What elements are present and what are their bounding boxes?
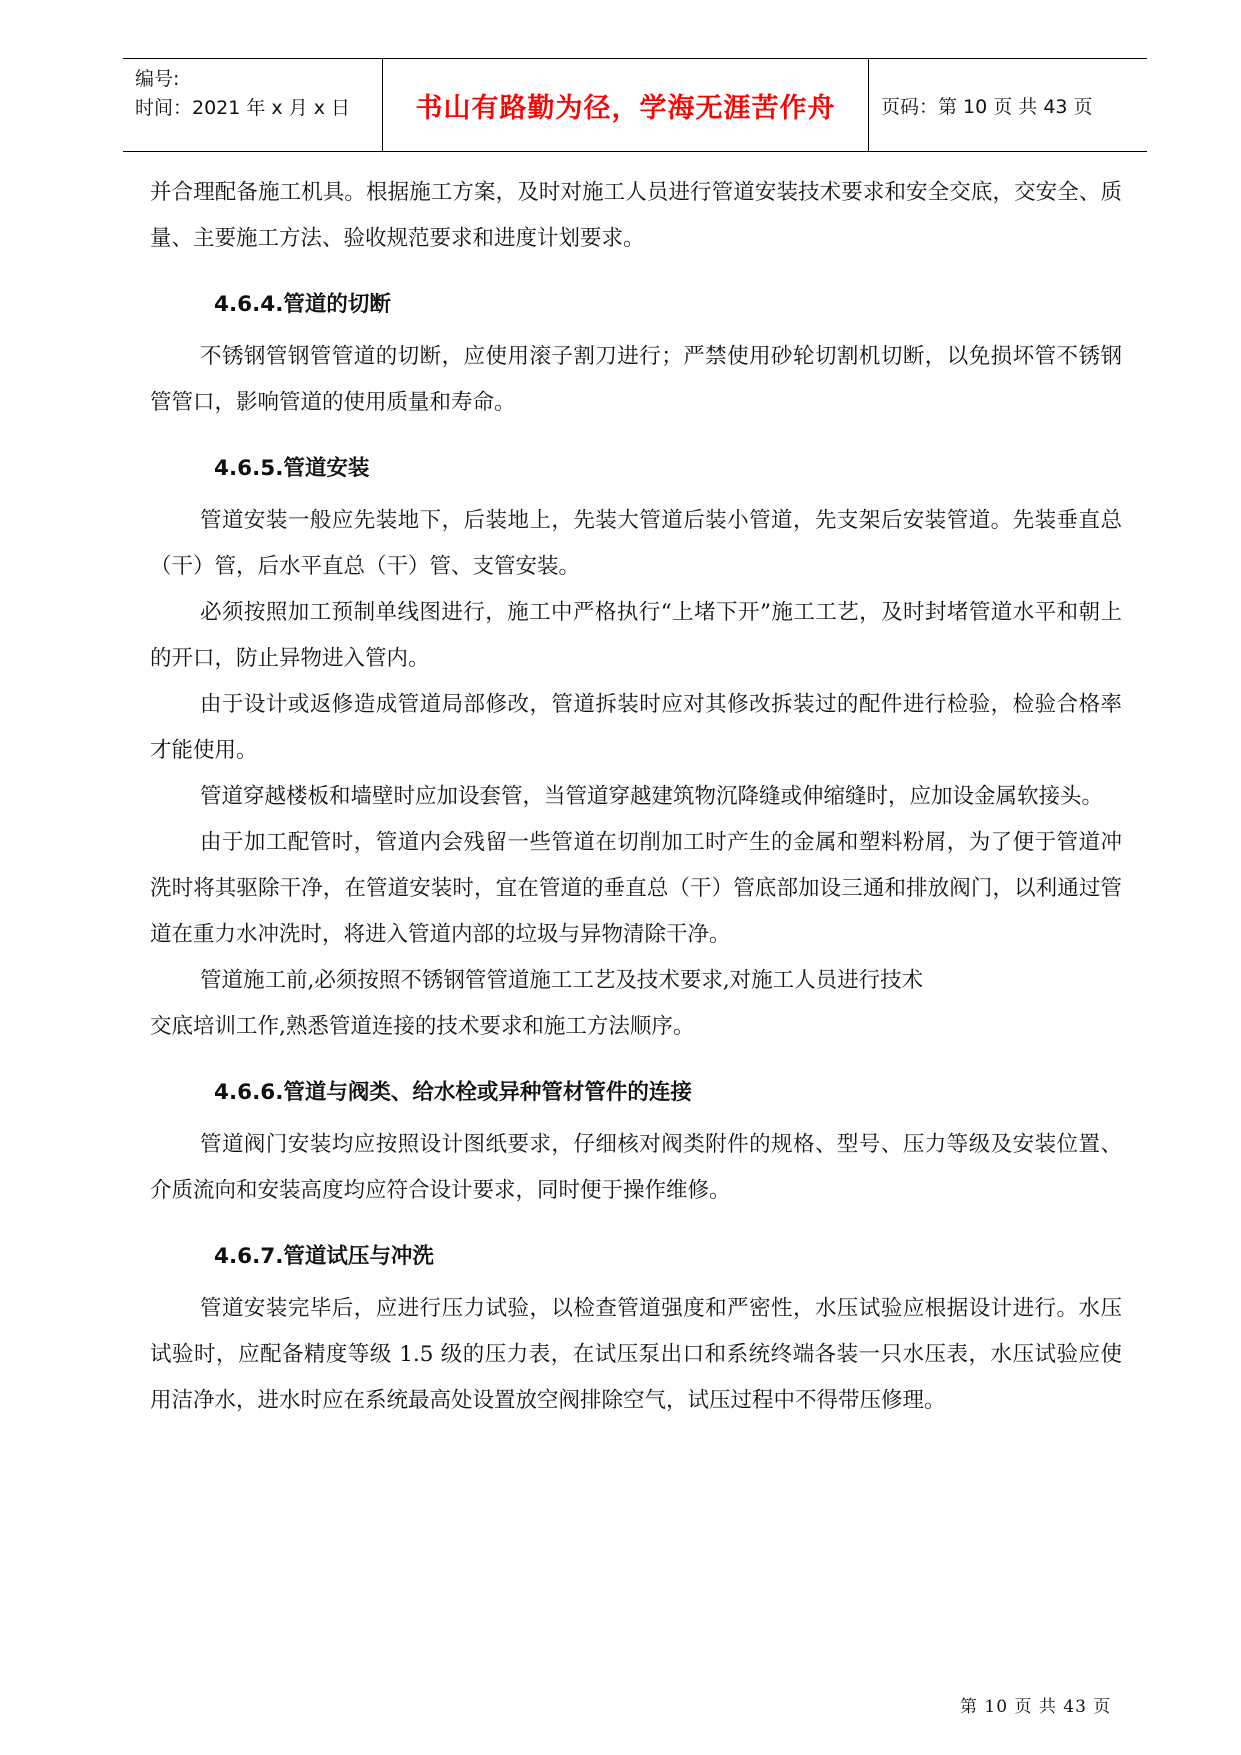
paragraph-pipe-cutting: 不锈钢管钢管管道的切断，应使用滚子割刀进行；严禁使用砂轮切割机切断，以免损坏管不锈钢管管口，影响管道的使用质量和寿命。 [150,344,1122,415]
document-time-label: 时间：2021 年 x 月 x 日 [135,97,351,119]
paragraph-install-modify: 由于设计或返修造成管道局部修改，管道拆装时应对其修改拆装过的配件进行检验，检验合格率才能使用。 [150,692,1122,763]
paragraph-valve-connection: 管道阀门安装均应按照设计图纸要求，仔细核对阀类附件的规格、型号、压力等级及安装位置、介质流向和安装高度均应符合设计要求，同时便于操作维修。 [150,1132,1122,1203]
paragraph-install-order: 管道安装一般应先装地下，后装地上，先装大管道后装小管道，先支架后安装管道。先装垂直总（干）管，后水平直总（干）管、支管安装。 [150,508,1122,579]
document-number-label: 编号: [135,68,180,90]
section-heading-4-6-4: 4.6.4.管道的切断 [214,292,391,317]
page-footer: 第 10 页 共 43 页 [960,1697,1112,1717]
document-body [150,170,1122,1424]
section-heading-4-6-5: 4.6.5.管道安装 [214,456,370,481]
page-header [123,58,1147,152]
paragraph-install-training-b: 交底培训工作,熟悉管道连接的技术要求和施工方法顺序。 [150,1014,695,1039]
section-heading-4-6-7: 4.6.7.管道试压与冲洗 [214,1244,434,1269]
header-motto: 书山有路勤为径，学海无涯苦作舟 [383,59,869,151]
paragraph-install-training-a: 管道施工前,必须按照不锈钢管管道施工工艺及技术要求,对施工人员进行技术 [200,968,924,993]
paragraph-install-flush: 由于加工配管时，管道内会残留一些管道在切削加工时产生的金属和塑料粉屑，为了便于管道冲洗时将其驱除干净，在管道安装时，宜在管道的垂直总（干）管底部加设三通和排放阀门，以利通过管道在重力水冲洗时，将进入管道内部的垃圾与异物清除干净。 [150,830,1122,947]
paragraph-install-sleeve: 管道穿越楼板和墙壁时应加设套管，当管道穿越建筑物沉降缝或伸缩缝时，应加设金属软接头。 [200,784,1104,809]
paragraph-pressure-test: 管道安装完毕后，应进行压力试验，以检查管道强度和严密性，水压试验应根据设计进行。水压试验时，应配备精度等级 1.5 级的压力表，在试压泵出口和系统终端各装一只水压表，水压试验应使用洁净水，进水时应在系统最高处设置放空阀排除空气，试压过程中不得带压修理。 [150,1296,1122,1413]
header-page-info: 页码：第 10 页 共 43 页 [881,95,1093,118]
section-heading-4-6-6: 4.6.6.管道与阀类、给水栓或异种管材管件的连接 [214,1080,692,1105]
paragraph-install-drawing: 必须按照加工预制单线图进行，施工中严格执行“上堵下开”施工工艺，及时封堵管道水平和朝上的开口，防止异物进入管内。 [150,600,1122,671]
paragraph-intro: 并合理配备施工机具。根据施工方案，及时对施工人员进行管道安装技术要求和安全交底，交安全、质量、主要施工方法、验收规范要求和进度计划要求。 [150,180,1122,251]
header-meta [123,59,383,151]
